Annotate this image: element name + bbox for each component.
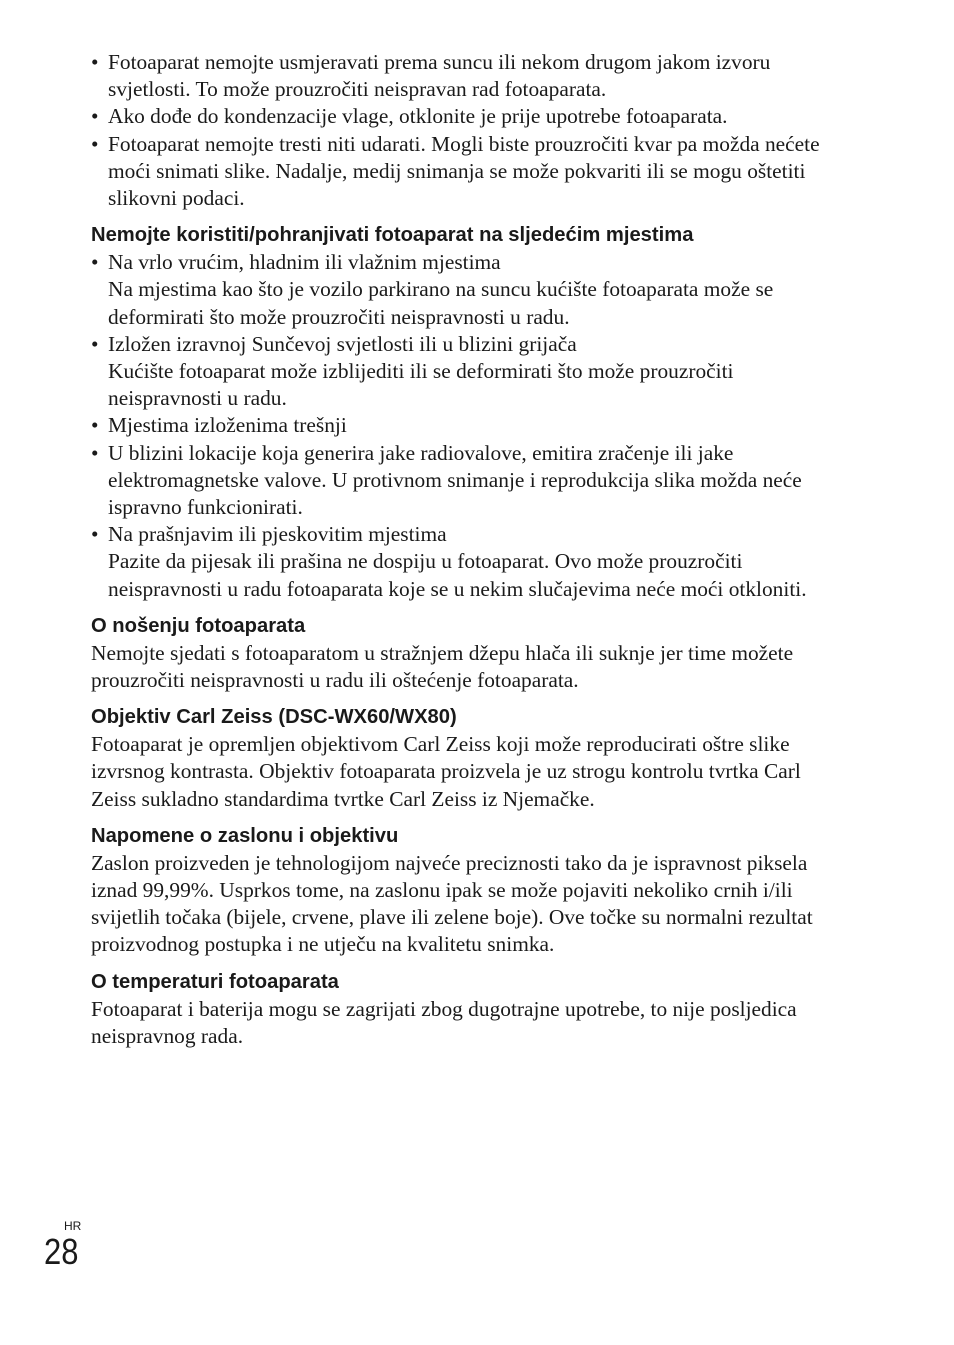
list-item-detail: Pazite da pijesak ili prašina ne dospiju u fotoaparat. Ovo može prouzročiti neispravnosti u radu fotoaparata koje se u nekim slučajevima neće moći otkloniti. — [108, 549, 807, 601]
list-item-title: • Izložen izravnoj Sunčevoj svjetlosti ili u blizini grijača — [108, 331, 577, 356]
section-heading-temperature: O temperaturi fotoaparata — [91, 970, 339, 993]
list-item-detail: Kućište fotoaparat može izblijediti ili se deformirati što može prouzročiti neispravnosti u radu. — [108, 359, 734, 411]
list-item — [91, 49, 851, 103]
section-heading-locations: Nemojte koristiti/pohranjivati fotoaparat na sljedećim mjestima — [91, 224, 694, 247]
language-code: HR — [64, 1219, 82, 1233]
section-heading-carrying: O nošenju fotoaparata — [91, 614, 306, 637]
list-item — [91, 440, 851, 522]
section-body-screen: Zaslon proizveden je tehnologijom najveće preciznosti tako da je ispravnost piksela iznad 99,99%. Usprkos tome, na zaslonu ipak se može pojaviti nekoliko crnih i/ili svijetlih točaka (bijele, crvene, plave ili zelene boje). Ove točke su normalni rezultat proizvodnog postupka i ne utječu na kvalitetu snimka. — [91, 850, 813, 957]
section-body-carrying: Nemojte sjedati s fotoaparatom u stražnjem džepu hlača ili suknje jer time možete prouzročiti neispravnosti u radu ili oštećenje fotoaparata. — [91, 640, 794, 693]
list-item-title: • Mjestima izloženima trešnji — [108, 413, 347, 438]
list-item-text: Ako dođe do kondenzacije vlage, otklonite je prije upotrebe fotoaparata. — [108, 104, 728, 129]
list-item-text: Fotoaparat nemojte usmjeravati prema suncu ili nekom drugom jakom izvoru svjetlosti. To može prouzročiti neispravan rad fotoaparata. — [108, 50, 771, 102]
list-item — [91, 521, 851, 603]
section-body-temperature: Fotoaparat i baterija mogu se zagrijati zbog dugotrajne upotrebe, to nije posljedica neispravnog rada. — [91, 996, 797, 1048]
list-item-title: • Na vrlo vrućim, hladnim ili vlažnim mjestima — [108, 250, 501, 275]
list-item — [91, 131, 851, 213]
page-number: 28 — [44, 1231, 79, 1272]
locations-bullet-list — [91, 249, 851, 603]
list-item-title: • U blizini lokacije koja generira jake radiovalove, emitira zračenje ili jake elektromagnetske valove. U protivnom snimanje i reprodukcija slika možda neće ispravno funkcionirati. — [108, 440, 802, 520]
list-item-detail: Na mjestima kao što je vozilo parkirano na suncu kućište fotoaparata može se deformirati što može prouzročiti neispravnosti u radu. — [108, 277, 774, 329]
document-body — [91, 49, 851, 1050]
intro-bullet-list — [91, 49, 851, 212]
section-body-lens: Fotoaparat je opremljen objektivom Carl Zeiss koji može reproducirati oštre slike izvrsnog kontrasta. Objektiv fotoaparata proizvela je uz strogu kontrolu tvrtka Carl Zeiss sukladno standardima tvrtke Carl Zeiss iz Njemačke. — [91, 732, 801, 811]
section-heading-lens: Objektiv Carl Zeiss (DSC-WX60/WX80) — [91, 706, 457, 729]
list-item — [91, 331, 851, 413]
list-item-text: Fotoaparat nemojte tresti niti udarati. Mogli biste prouzročiti kvar pa možda nećete moći snimati slike. Nadalje, medij snimanja se može pokvariti ili se mogu oštetiti slikovni podaci. — [108, 131, 820, 211]
list-item — [91, 412, 851, 439]
section-heading-screen: Napomene o zaslonu i objektivu — [91, 824, 399, 847]
list-item — [91, 249, 851, 331]
list-item — [91, 103, 851, 130]
list-item-title: • Na prašnjavim ili pjeskovitim mjestima — [108, 522, 447, 547]
